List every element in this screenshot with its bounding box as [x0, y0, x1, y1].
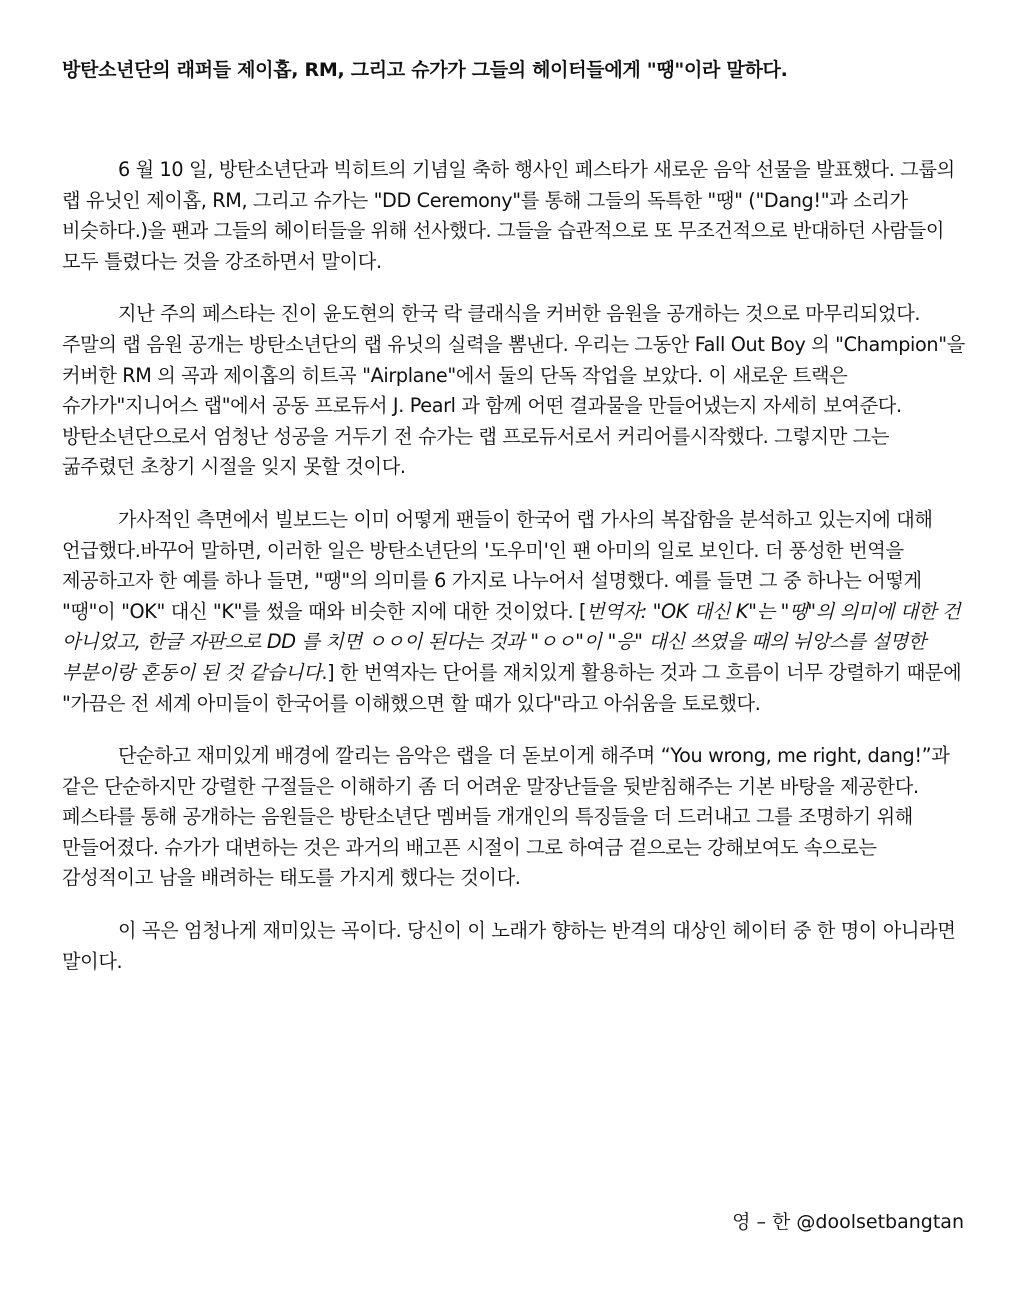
translator-note: 번역자: "OK 대신 K"는 "땡"의 의미에 대한 건 아니었고, 한글 자판으로 DD 를 치면 ㅇㅇ이 된다는 것과 "ㅇㅇ"이 "응" 대신 쓰였을 때의 뉘앙스를 설명한 부분이랑 혼동이 된 것 같습니다	[62, 599, 961, 684]
translator-byline: 영 – 한 @doolsetbangtan	[732, 1211, 964, 1233]
document-title: 방탄소년단의 래퍼들 제이홉, RM, 그리고 슈가가 그들의 헤이터들에게 "땡"이라 말하다.	[62, 59, 788, 81]
paragraph-3	[62, 505, 967, 719]
paragraph-3-text-before: 가사적인 측면에서 빌보드는 이미 어떻게 팬들이 한국어 랩 가사의 복잡함을 분석하고 있는지에 대해 언급했다.바꾸어 말하면, 이러한 일은 방탄소년단의 '도우미'인 팬 아미의 일로 보인다. 더 풍성한 번역을 제공하고자 한 예를 하나 들면, "땡"의 의미를 6 가지로 나누어서 설명했다. 예를 들면 그 중 하나는 어떻게 "땡"이 "OK" 대신 "K"를 썼을 때와 비슷한 지에 대한 것이었다. [	[62, 507, 933, 623]
paragraph-2: 지난 주의 페스타는 진이 윤도현의 한국 락 클래식을 커버한 음원을 공개하는 것으로 마무리되었다. 주말의 랩 음원 공개는 방탄소년단의 랩 유닛의 실력을 뽐낸다. 우리는 그동안 Fall Out Boy 의 "Champion"을 커버한 RM 의 곡과 제이홉의 히트곡 "Airplane"에서 둘의 단독 작업을 보았다. 이 새로운 트랙은 슈가가"지니어스 랩"에서 공동 프로듀서 J. Pearl 과 함께 어떤 결과물을 만들어냈는지 자세히 보여준다. 방탄소년단으로서 엄청난 성공을 거두기 전 슈가는 랩 프로듀서로서 커리어를시작했다. 그렇지만 그는 굶주렸던 초창기 시절을 잊지 못할 것이다.	[62, 302, 965, 479]
paragraph-3-text-after: .] 한 번역자는 단어를 재치있게 활용하는 것과 그 흐름이 너무 강렬하기 때문에 "가끔은 전 세계 아미들이 한국어를 이해했으면 할 때가 있다"라고 아쉬움을 토로했다.	[62, 660, 962, 715]
paragraph-5: 이 곡은 엄청나게 재미있는 곡이다. 당신이 이 노래가 향하는 반격의 대상인 헤이터 중 한 명이 아니라면 말이다.	[62, 919, 956, 973]
paragraph-1: 6 월 10 일, 방탄소년단과 빅히트의 기념일 축하 행사인 페스타가 새로운 음악 선물을 발표했다. 그룹의 랩 유닛인 제이홉, RM, 그리고 슈가는 "DD Ceremony"를 통해 그들의 독특한 "땡" ("Dang!"과 소리가 비슷하다.)을 팬과 그들의 헤이터들을 위해 선사했다. 그들을 습관적으로 또 무조건적으로 반대하던 사람들이 모두 틀렸다는 것을 강조하면서 말이다.	[62, 158, 955, 273]
article-body	[62, 155, 967, 999]
paragraph-4: 단순하고 재미있게 배경에 깔리는 음악은 랩을 더 돋보이게 해주며 “You wrong, me right, dang!”과 같은 단순하지만 강렬한 구절들은 이해하기 좀 더 어려운 말장난들을 뒷받침해주는 기본 바탕을 제공한다. 페스타를 통해 공개하는 음원들은 방탄소년단 멤버들 개개인의 특징들을 더 드러내고 그를 조명하기 위해 만들어졌다. 슈가가 대변하는 것은 과거의 배고픈 시절이 그로 하여금 겉으로는 강해보여도 속으로는 감성적이고 남을 배려하는 태도를 가지게 했다는 것이다.	[62, 744, 950, 890]
